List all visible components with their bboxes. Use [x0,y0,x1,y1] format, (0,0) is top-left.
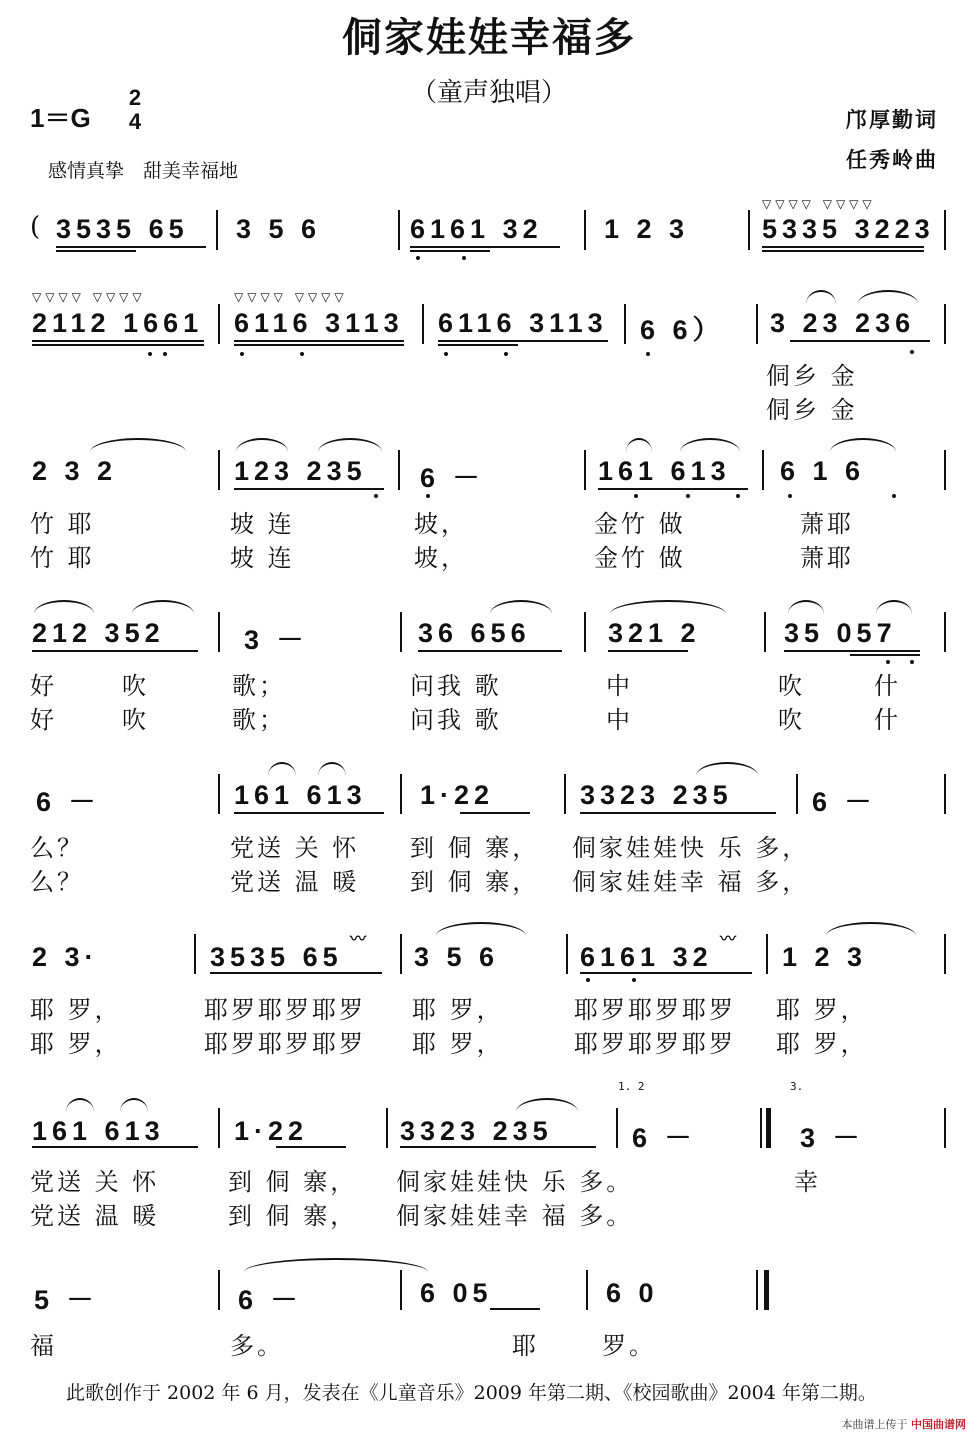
open-paren: ( [30,212,41,242]
lyric-line-1: 金竹 做 [594,510,686,538]
lyric-line-1: 多。 [230,1332,284,1360]
lyric-line-2: 耶 罗， [412,1030,504,1058]
mordent-icon: 〰 [720,929,737,948]
lyric-line-2: 耶罗耶罗耶罗 [204,1030,366,1058]
measure-37: 6 － [238,1285,303,1315]
lyric-line-1: 问我 歌 [410,672,502,700]
lyric-line-1: 耶 罗， [30,996,122,1024]
measure-39: 6 0 [606,1278,659,1308]
lyric-line-2: 坡 连 [230,544,295,572]
lyric-line-2: 好 [30,706,57,734]
measure-10: 3 23 236 [770,308,916,338]
lyric-line-2: 金竹 做 [594,544,686,572]
expression-marking: 感情真挚 甜美幸福地 [48,160,239,182]
accent-marks: ▽▽▽▽ ▽▽▽▽ [32,290,146,304]
lyric-line-1: 好 [30,672,57,700]
lyric-line-1: 到 侗 寨， [410,834,540,862]
lyric-line-1: 耶 罗， [776,996,868,1024]
volta-1-2: 1. 2 [618,1080,645,1093]
lyric-line-2: 耶 罗， [776,1030,868,1058]
measure-22: 161 613 [234,780,367,810]
measure-14: 161 613 [598,456,731,486]
measure-31: 161 613 [32,1116,165,1146]
measure-15: 6 1 6 [780,456,866,486]
measure-27: 3535 65 [210,942,343,972]
lyric-line-1: 到 侗 寨， [228,1168,358,1196]
lyric-line-1: 竹 耶 [30,510,95,538]
measure-21: 6 － [36,787,101,817]
measure-34: 6 － [632,1123,697,1153]
lyric-line-2: 侗家娃娃幸 福 多， [572,868,810,896]
measure-3: 6161 32 [410,214,543,244]
lyric-line-1: 吹 [122,672,149,700]
lyric-line-2: 耶 罗， [30,1030,122,1058]
lyric-line-2: 什 [874,706,901,734]
lyric-line-1: 歌； [232,672,286,700]
lyric-line-1: 萧耶 [800,510,854,538]
lyric-line-1: 耶 罗， [412,996,504,1024]
measure-11: 2 3 2 [32,456,118,486]
key-signature: 1＝G [30,103,91,133]
lyric-line-1: 罗。 [602,1332,656,1360]
lyric-line-2: 党送 温 暖 [230,868,360,896]
measure-24: 3323 235 [580,780,733,810]
measure-33: 3323 235 [400,1116,553,1146]
song-subtitle: （童声独唱） [410,78,567,108]
measure-29: 6161 32 [580,942,713,972]
volta-3: 3. [790,1080,804,1093]
lyric-line-2: 侗家娃娃幸 福 多。 [396,1202,634,1230]
measure-32: 1·22 [234,1116,309,1146]
lyric-line-1: 侗乡 金 [766,362,858,390]
watermark-logo[interactable]: 中国曲谱网 [911,1418,966,1431]
measure-8: 6116 3113 [438,308,608,338]
measure-6: 2112 1661 [32,308,204,338]
watermark-text: 本曲谱上传于 [841,1418,908,1431]
footnote: 此歌创作于 2002 年 6 月，发表在《儿童音乐》2009 年第二期、《校园歌曲》2004 年第二期。 [66,1382,877,1404]
measure-38: 6 05 [420,1278,493,1308]
lyric-line-1: 么？ [30,834,84,862]
measure-7: 6116 3113 [234,308,404,338]
lyric-line-2: 问我 歌 [410,706,502,734]
lyric-line-1: 侗家娃娃快 乐 多。 [396,1168,634,1196]
time-signature-bottom: 4 [128,109,142,134]
measure-25: 6 － [812,787,877,817]
watermark [842,1416,967,1432]
measure-18: 36 656 [418,618,531,648]
lyric-line-1: 坡， [414,510,468,538]
lyric-line-1: 党送 关 怀 [230,834,360,862]
lyric-line-1: 福 [30,1332,57,1360]
measure-28: 3 5 6 [414,942,500,972]
lyric-line-2: 侗乡 金 [766,396,858,424]
accent-marks: ▽▽▽▽ ▽▽▽▽ [762,197,876,211]
lyric-line-2: 党送 温 暖 [30,1202,160,1230]
measure-2: 3 5 6 [236,214,322,244]
measure-36: 5 － [34,1285,99,1315]
lyric-line-2: 吹 [122,706,149,734]
lyric-line-2: 么？ [30,868,84,896]
measure-9: 6 6） [640,315,725,345]
measure-1: 3535 65 [56,214,189,244]
lyric-line-1: 侗家娃娃快 乐 多， [572,834,810,862]
measure-13: 6 － [420,463,485,493]
lyric-line-2: 歌； [232,706,286,734]
lyric-line-1: 耶罗耶罗耶罗 [204,996,366,1024]
measure-12: 123 235 [234,456,367,486]
lyric-line-2: 坡， [414,544,468,572]
measure-5: 5335 3223 [762,214,935,244]
lyric-line-1: 吹 [778,672,805,700]
lyric-line-2: 到 侗 寨， [410,868,540,896]
lyric-line-1: 什 [874,672,901,700]
lyric-line-2: 萧耶 [800,544,854,572]
lyricist-credit: 邝厚勤词 [846,107,938,132]
lyric-line-2: 耶罗耶罗耶罗 [574,1030,736,1058]
lyric-line-2: 中 [606,706,633,734]
measure-4: 1 2 3 [604,214,690,244]
measure-19: 321 2 [608,618,701,648]
composer-credit: 任秀岭曲 [846,147,938,172]
time-signature [122,86,148,134]
measure-17: 3 － [244,625,309,655]
measure-26: 2 3· [32,942,99,972]
lyric-line-1: 幸 [794,1168,821,1196]
mordent-icon: 〰 [350,929,367,948]
lyric-line-2: 竹 耶 [30,544,95,572]
lyric-line-2: 吹 [778,706,805,734]
accent-marks: ▽▽▽▽ ▽▽▽▽ [234,290,348,304]
song-title: 侗家娃娃幸福多 [342,14,636,61]
lyric-line-1: 耶罗耶罗耶罗 [574,996,736,1024]
measure-35: 3 － [800,1123,865,1153]
lyric-line-1: 坡 连 [230,510,295,538]
lyric-line-2: 到 侗 寨， [228,1202,358,1230]
measure-30: 1 2 3 [782,942,868,972]
measure-23: 1·22 [420,780,495,810]
lyric-line-1: 党送 关 怀 [30,1168,160,1196]
lyric-line-1: 耶 [512,1332,539,1360]
lyric-line-1: 中 [606,672,633,700]
time-signature-top: 2 [128,85,142,110]
measure-20: 35 057 [784,618,897,648]
measure-16: 212 352 [32,618,165,648]
